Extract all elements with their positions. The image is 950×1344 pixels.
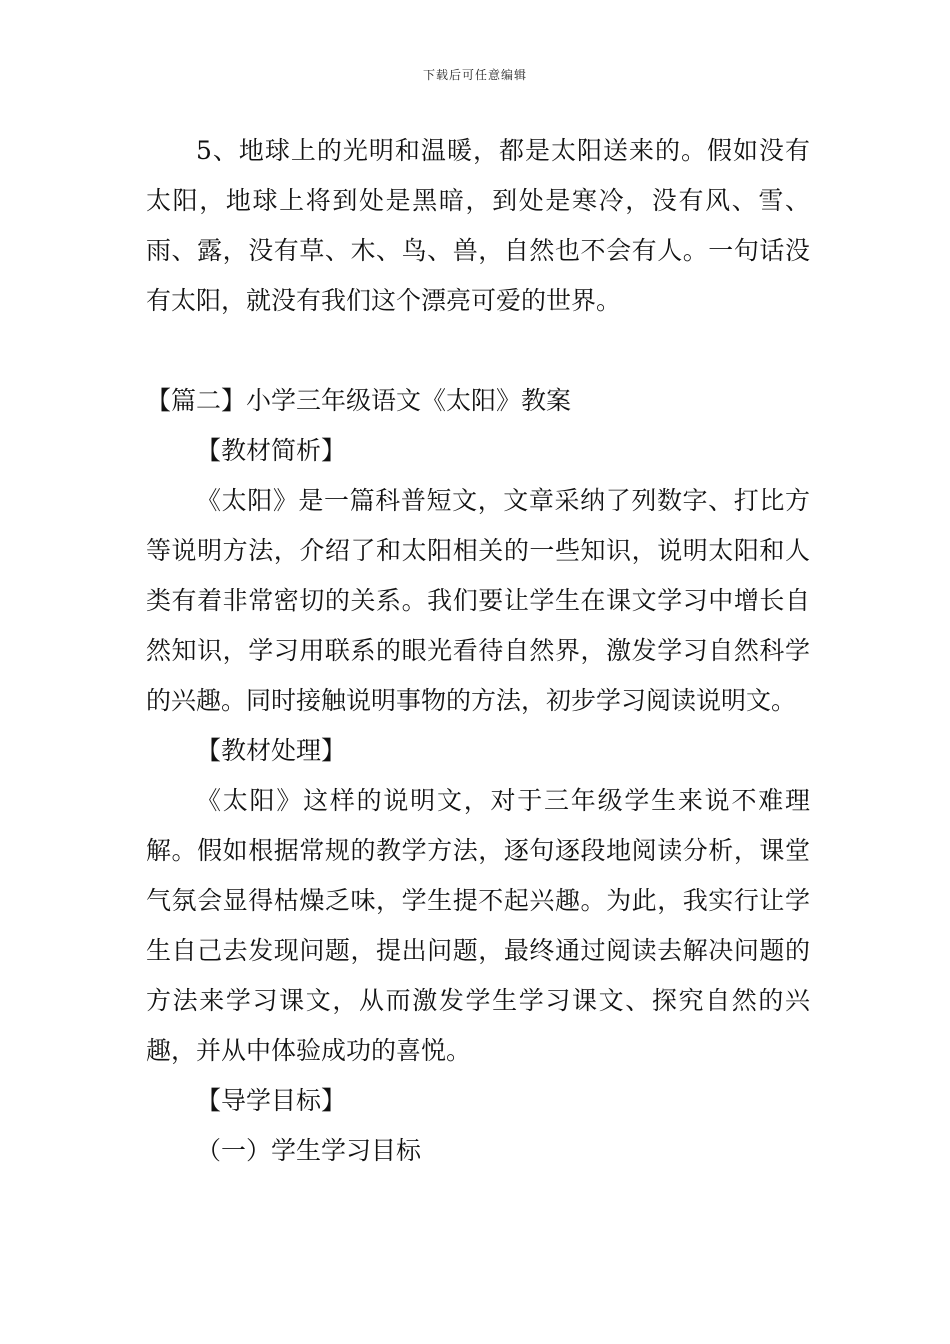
paragraph-sun-importance: 5、地球上的光明和温暖，都是太阳送来的。假如没有太阳，地球上将到处是黑暗，到处是寒冷，没有风、雪、雨、露，没有草、木、鸟、兽，自然也不会有人。一句话没有太阳，就没有我们这个漂亮可爱的世界。 (146, 136, 810, 315)
heading-learning-goals: 【导学目标】 (196, 1086, 347, 1115)
heading-textbook-analysis: 【教材简析】 (196, 436, 347, 465)
paragraph-textbook-analysis: 《太阳》是一篇科普短文，文章采纳了列数字、打比方等说明方法，介绍了和太阳相关的一些知识，说明太阳和人类有着非常密切的关系。我们要让学生在课文学习中增长自然知识，学习用联系的眼光看待自然界，激发学习自然科学的兴趣。同时接触说明事物的方法，初步学习阅读说明文。 (146, 486, 810, 715)
heading-student-goals: （一）学生学习目标 (196, 1136, 422, 1165)
heading-textbook-handling: 【教材处理】 (196, 736, 347, 765)
page-header: 下载后可任意编辑 (422, 68, 527, 82)
section-title: 【篇二】小学三年级语文《太阳》教案 (146, 386, 572, 415)
paragraph-gap (146, 326, 810, 376)
document-body (146, 126, 810, 1176)
paragraph-textbook-handling: 《太阳》这样的说明文，对于三年级学生来说不难理解。假如根据常规的教学方法，逐句逐段地阅读分析，课堂气氛会显得枯燥乏味，学生提不起兴趣。为此，我实行让学生自己去发现问题，提出问题，最终通过阅读去解决问题的方法来学习课文，从而激发学生学习课文、探究自然的兴趣，并从中体验成功的喜悦。 (146, 786, 810, 1065)
